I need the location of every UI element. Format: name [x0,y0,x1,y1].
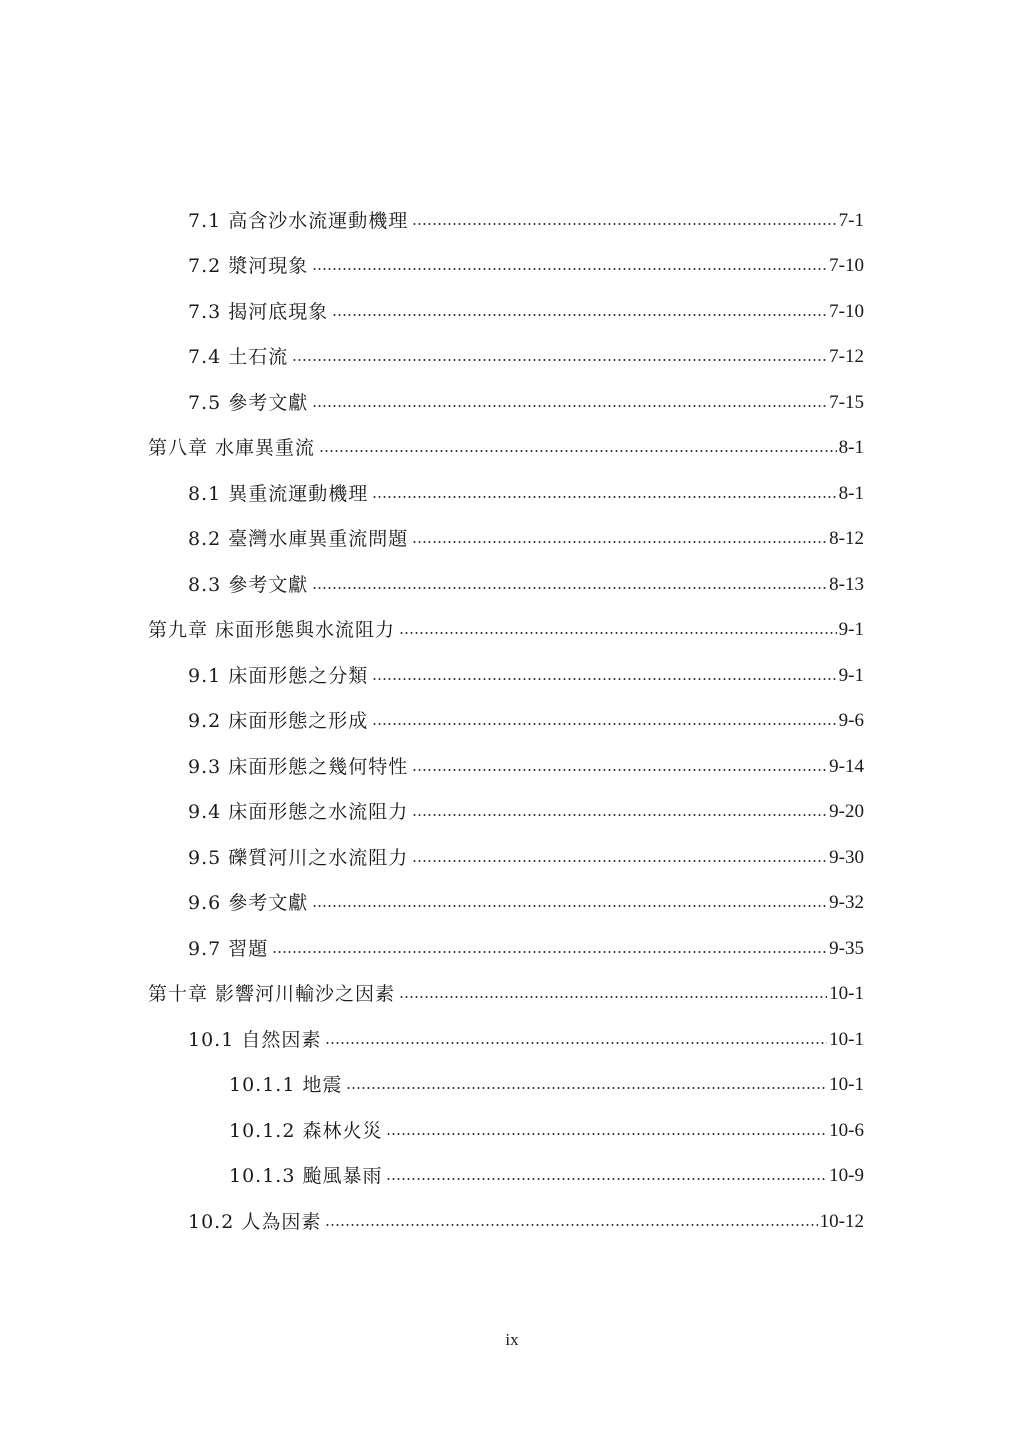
toc-leader-dots [332,314,827,316]
toc-entry-label: 7.2 漿河現象 [188,255,309,278]
toc-entry-label: 10.2 人為因素 [188,1210,322,1233]
toc-entry-label: 8.1 異重流運動機理 [188,482,369,505]
toc-leader-dots [412,860,827,862]
toc-entry-page: 7-1 [838,209,864,231]
toc-entry[interactable] [0,881,1024,927]
toc-entry-page: 9-35 [829,937,864,959]
toc-entry-page: 9-30 [829,846,864,868]
toc-entry-page: 8-12 [829,528,864,550]
toc-entry-page: 10-9 [829,1165,864,1187]
toc-entry[interactable] [0,471,1024,517]
toc-entry-page: 10-1 [829,983,864,1005]
toc-entry[interactable] [0,835,1024,881]
page-number: ix [505,1330,519,1349]
toc-entry-page: 7-10 [829,300,864,322]
toc-entry-label: 9.5 礫質河川之水流阻力 [188,846,409,869]
toc-entry-label: 9.4 床面形態之水流阻力 [188,801,409,824]
toc-entry-page: 10-1 [829,1074,864,1096]
toc-entry-label: 7.5 參考文獻 [188,391,309,414]
toc-entry-label: 9.2 床面形態之形成 [188,710,369,733]
toc-leader-dots [372,723,836,725]
toc-leader-dots [292,359,827,361]
toc-entry-page: 8-1 [838,482,864,504]
toc-entry-label: 9.6 參考文獻 [188,892,309,915]
toc-leader-dots [386,1133,827,1135]
toc-entry[interactable] [0,198,1024,244]
toc-entry[interactable] [0,244,1024,290]
toc-entry[interactable] [0,1063,1024,1109]
toc-entry-page: 8-1 [838,437,864,459]
toc-entry-page: 9-14 [829,755,864,777]
toc-entry[interactable] [0,790,1024,836]
toc-entry-page: 9-32 [829,892,864,914]
toc-leader-dots [399,632,837,634]
toc-leader-dots [412,814,827,816]
toc-entry-page: 7-10 [829,255,864,277]
toc-entry-page: 9-20 [829,801,864,823]
toc-entry-label: 10.1 自然因素 [188,1028,322,1051]
toc-entry-page: 10-6 [829,1119,864,1141]
toc-entry[interactable] [0,517,1024,563]
toc-leader-dots [325,1224,817,1226]
toc-entry-page: 10-12 [819,1210,864,1232]
toc-leader-dots [412,541,827,543]
toc-leader-dots [412,223,836,225]
toc-entry-label: 7.3 揭河底現象 [188,300,329,323]
toc-entry-label: 10.1.1 地震 [229,1074,343,1097]
toc-entry[interactable] [0,1199,1024,1245]
toc-entry-label: 第十章 影響河川輸沙之因素 [148,983,396,1006]
toc-leader-dots [319,450,837,452]
toc-entry[interactable] [0,972,1024,1018]
toc-entry[interactable] [0,335,1024,381]
toc-entry[interactable] [0,744,1024,790]
toc-entry-label: 10.1.2 森林火災 [229,1119,383,1142]
toc-leader-dots [312,268,827,270]
toc-entry-label: 10.1.3 颱風暴雨 [229,1165,383,1188]
toc-leader-dots [312,405,827,407]
toc-entry[interactable] [0,426,1024,472]
toc-entry-label: 8.2 臺灣水庫異重流問題 [188,528,409,551]
toc-leader-dots [386,1178,827,1180]
toc-entry-page: 10-1 [829,1028,864,1050]
toc-entry-label: 7.1 高含沙水流運動機理 [188,209,409,232]
toc-entry-page: 9-6 [838,710,864,732]
toc-entry[interactable] [0,699,1024,745]
toc-leader-dots [372,496,836,498]
toc-leader-dots [272,951,827,953]
toc-leader-dots [325,1042,827,1044]
toc-entry-label: 9.3 床面形態之幾何特性 [188,755,409,778]
toc-entry-label: 第九章 床面形態與水流阻力 [148,619,396,642]
toc-entry[interactable] [0,562,1024,608]
toc-leader-dots [312,905,827,907]
toc-leader-dots [312,587,827,589]
toc-leader-dots [399,996,827,998]
toc-entry-page: 9-1 [838,619,864,641]
toc-entry-page: 8-13 [829,573,864,595]
toc-entry[interactable] [0,608,1024,654]
toc-entry-page: 9-1 [838,664,864,686]
table-of-contents [0,198,1024,1245]
toc-entry-label: 第八章 水庫異重流 [148,437,316,460]
toc-leader-dots [346,1087,827,1089]
toc-entry-label: 9.1 床面形態之分類 [188,664,369,687]
toc-entry[interactable] [0,1154,1024,1200]
toc-leader-dots [412,769,827,771]
toc-entry-label: 7.4 土石流 [188,346,289,369]
toc-entry[interactable] [0,1017,1024,1063]
toc-entry-label: 8.3 參考文獻 [188,573,309,596]
toc-entry[interactable] [0,926,1024,972]
toc-entry-label: 9.7 習題 [188,937,269,960]
toc-entry[interactable] [0,1108,1024,1154]
toc-entry[interactable] [0,653,1024,699]
toc-entry-page: 7-12 [829,346,864,368]
toc-entry[interactable] [0,289,1024,335]
toc-entry[interactable] [0,380,1024,426]
toc-entry-page: 7-15 [829,391,864,413]
toc-leader-dots [372,678,836,680]
